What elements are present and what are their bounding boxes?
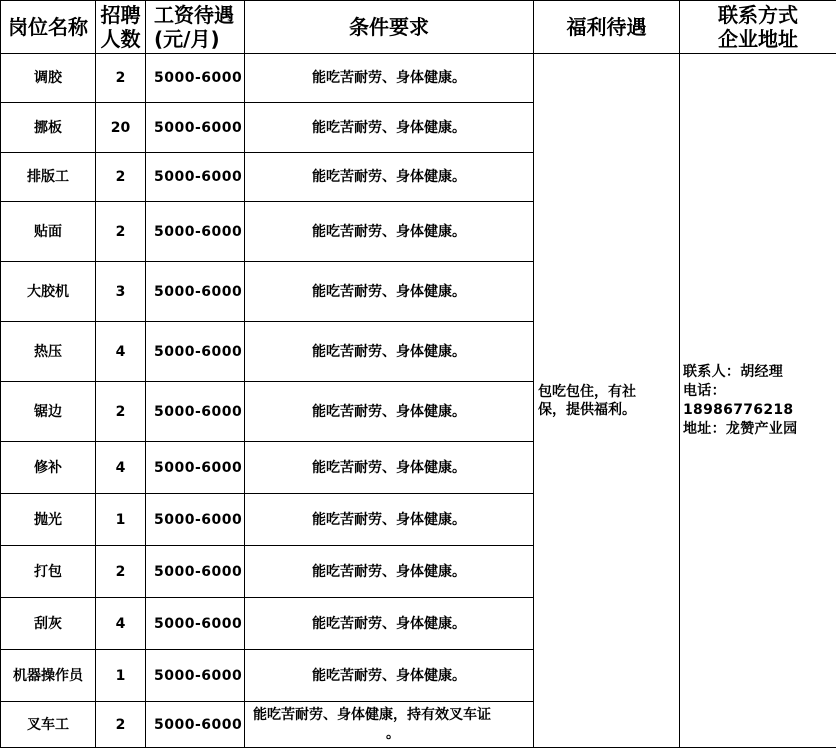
requirements-cell: 能吃苦耐劳、身体健康。 xyxy=(245,153,534,202)
salary-cell: 5000-6000 xyxy=(146,494,245,546)
header-salary xyxy=(146,1,245,54)
header-position: 岗位名称 xyxy=(1,1,96,54)
requirements-cell: 能吃苦耐劳、身体健康。 xyxy=(245,382,534,442)
position-cell: 热压 xyxy=(1,322,96,382)
requirements-line2: 。 xyxy=(253,725,533,744)
contact-person: 联系人：胡经理 xyxy=(683,363,833,382)
benefits-line2: 保，提供福利。 xyxy=(538,401,675,419)
count-cell: 4 xyxy=(96,598,146,650)
table-row xyxy=(1,54,836,103)
salary-cell: 5000-6000 xyxy=(146,202,245,262)
count-cell: 2 xyxy=(96,202,146,262)
requirements-cell: 能吃苦耐劳、身体健康。 xyxy=(245,546,534,598)
position-cell: 修补 xyxy=(1,442,96,494)
header-contact xyxy=(680,1,836,54)
salary-cell: 5000-6000 xyxy=(146,598,245,650)
header-salary-line2: (元/月) xyxy=(154,27,244,51)
position-cell: 机器操作员 xyxy=(1,650,96,702)
position-cell: 调胶 xyxy=(1,54,96,103)
position-cell: 刮灰 xyxy=(1,598,96,650)
count-cell: 2 xyxy=(96,702,146,748)
header-row xyxy=(1,1,836,54)
requirements-cell: 能吃苦耐劳、身体健康。 xyxy=(245,494,534,546)
requirements-cell: 能吃苦耐劳、身体健康。 xyxy=(245,442,534,494)
count-cell: 4 xyxy=(96,442,146,494)
benefits-line1: 包吃包住，有社 xyxy=(538,383,675,401)
salary-cell: 5000-6000 xyxy=(146,54,245,103)
header-contact-line1: 联系方式 xyxy=(680,3,836,27)
position-cell: 排版工 xyxy=(1,153,96,202)
requirements-cell xyxy=(245,702,534,748)
header-count xyxy=(96,1,146,54)
count-cell: 2 xyxy=(96,382,146,442)
requirements-cell: 能吃苦耐劳、身体健康。 xyxy=(245,322,534,382)
salary-cell: 5000-6000 xyxy=(146,322,245,382)
requirements-cell: 能吃苦耐劳、身体健康。 xyxy=(245,262,534,322)
contact-cell xyxy=(680,54,836,748)
salary-cell: 5000-6000 xyxy=(146,702,245,748)
salary-cell: 5000-6000 xyxy=(146,153,245,202)
salary-cell: 5000-6000 xyxy=(146,650,245,702)
salary-cell: 5000-6000 xyxy=(146,546,245,598)
contact-phone: 电话：18986776218 xyxy=(683,382,833,420)
count-cell: 1 xyxy=(96,650,146,702)
benefits-cell xyxy=(534,54,680,748)
position-cell: 大胶机 xyxy=(1,262,96,322)
position-cell: 抛光 xyxy=(1,494,96,546)
header-requirements: 条件要求 xyxy=(245,1,534,54)
count-cell: 20 xyxy=(96,103,146,153)
position-cell: 打包 xyxy=(1,546,96,598)
header-count-line2: 人数 xyxy=(96,27,145,51)
contact-address: 地址：龙赞产业园 xyxy=(683,420,833,439)
count-cell: 2 xyxy=(96,54,146,103)
position-cell: 锯边 xyxy=(1,382,96,442)
position-cell: 挪板 xyxy=(1,103,96,153)
salary-cell: 5000-6000 xyxy=(146,382,245,442)
requirements-cell: 能吃苦耐劳、身体健康。 xyxy=(245,598,534,650)
position-cell: 叉车工 xyxy=(1,702,96,748)
header-salary-line1: 工资待遇 xyxy=(154,3,244,27)
count-cell: 4 xyxy=(96,322,146,382)
salary-cell: 5000-6000 xyxy=(146,262,245,322)
salary-cell: 5000-6000 xyxy=(146,442,245,494)
requirements-cell: 能吃苦耐劳、身体健康。 xyxy=(245,103,534,153)
requirements-cell: 能吃苦耐劳、身体健康。 xyxy=(245,202,534,262)
count-cell: 3 xyxy=(96,262,146,322)
requirements-line1: 能吃苦耐劳、身体健康，持有效叉车证 xyxy=(253,706,533,725)
requirements-cell: 能吃苦耐劳、身体健康。 xyxy=(245,54,534,103)
header-count-line1: 招聘 xyxy=(96,3,145,27)
header-benefits: 福利待遇 xyxy=(534,1,680,54)
count-cell: 2 xyxy=(96,153,146,202)
header-contact-line2: 企业地址 xyxy=(680,27,836,51)
salary-cell: 5000-6000 xyxy=(146,103,245,153)
requirements-cell: 能吃苦耐劳、身体健康。 xyxy=(245,650,534,702)
count-cell: 2 xyxy=(96,546,146,598)
position-cell: 贴面 xyxy=(1,202,96,262)
count-cell: 1 xyxy=(96,494,146,546)
